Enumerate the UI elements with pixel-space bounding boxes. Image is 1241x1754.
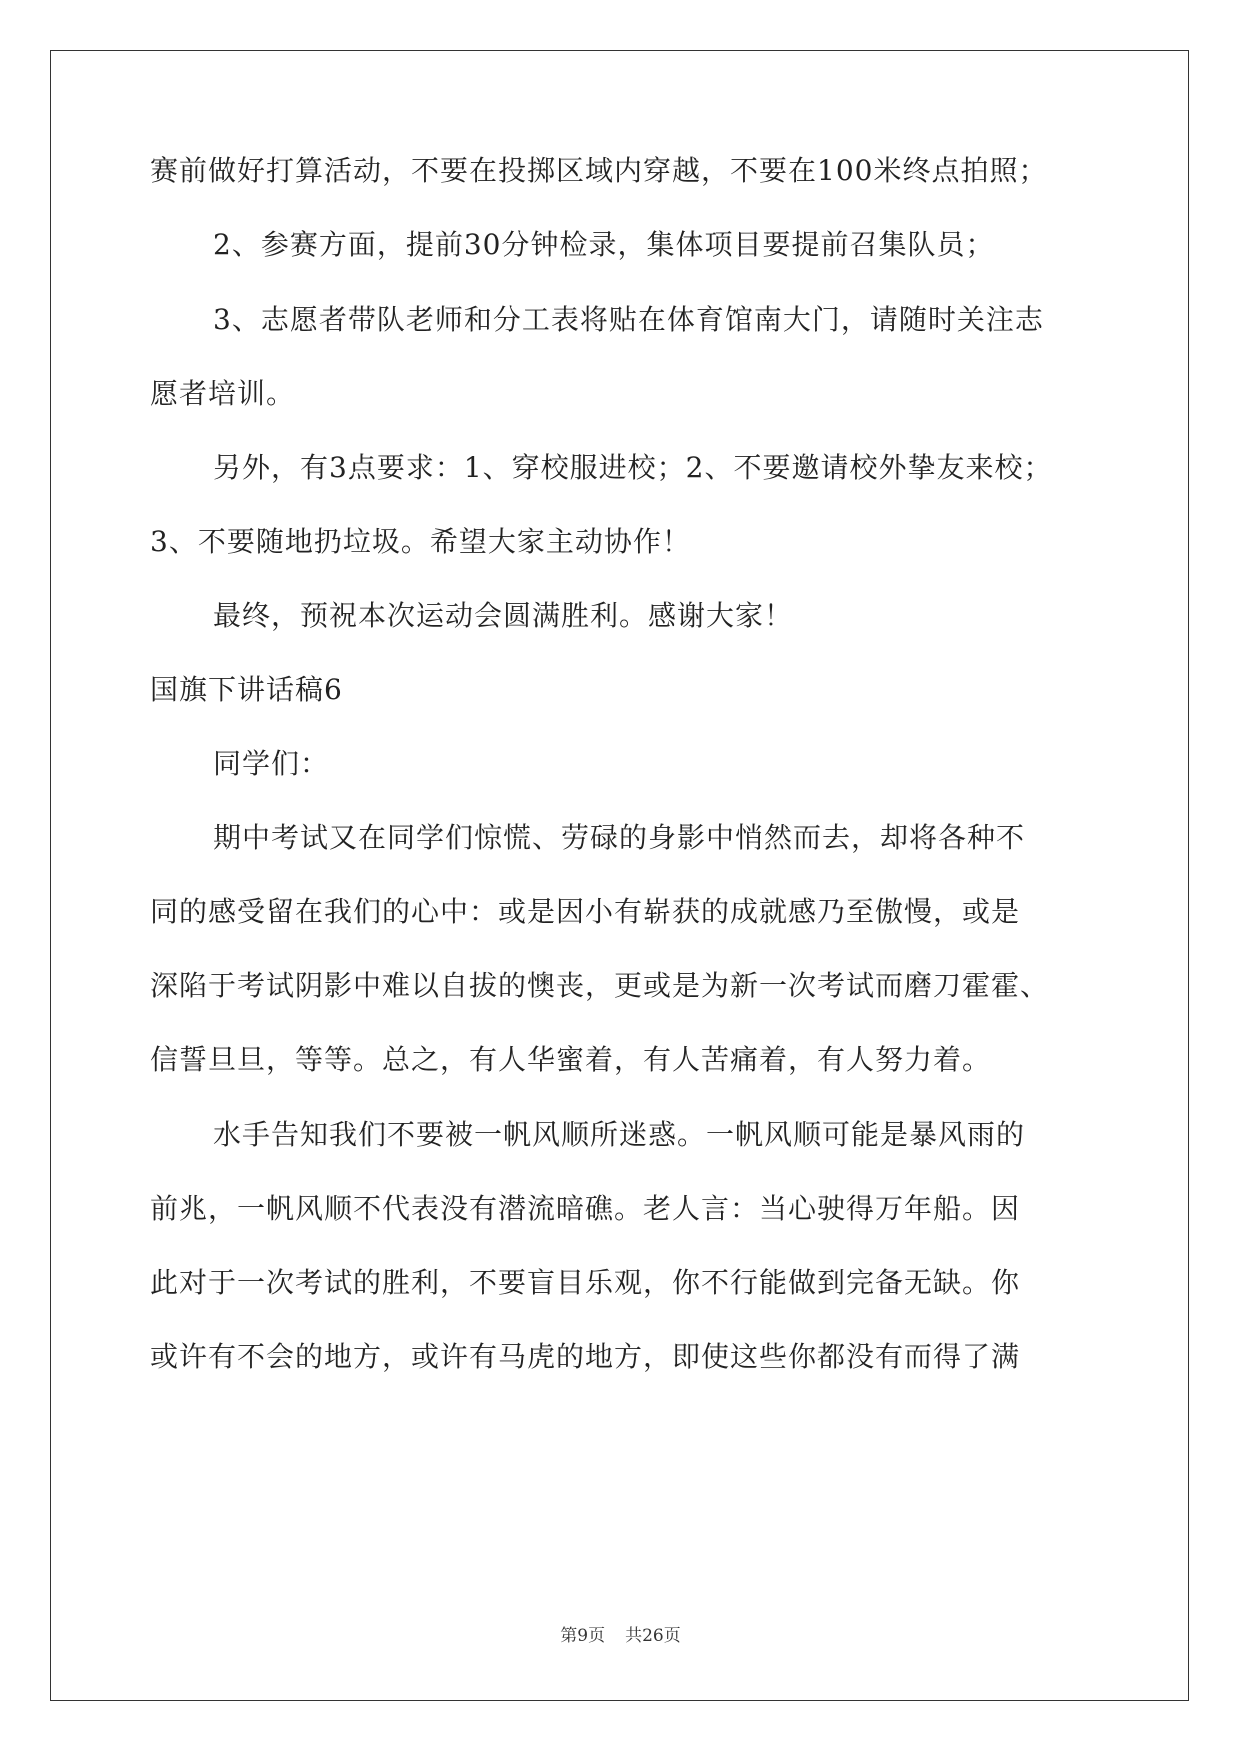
page-frame bbox=[50, 50, 1189, 1701]
body-line-1: 赛前做好打算活动，不要在投掷区域内穿越，不要在100米终点拍照； bbox=[150, 154, 1048, 187]
salutation: 同学们： bbox=[213, 747, 330, 780]
body-line-4: 愿者培训。 bbox=[150, 377, 296, 410]
body-line-14: 水手告知我们不要被一帆风顺所迷惑。一帆风顺可能是暴风雨的 bbox=[213, 1118, 1026, 1151]
body-line-5: 另外，有3点要求：1、穿校服进校；2、不要邀请校外挚友来校； bbox=[213, 451, 1053, 484]
body-line-16: 此对于一次考试的胜利，不要盲目乐观，你不行能做到完备无缺。你 bbox=[150, 1266, 1021, 1299]
body-line-10: 期中考试又在同学们惊慌、劳碌的身影中悄然而去，却将各种不 bbox=[213, 821, 1026, 854]
page-footer bbox=[0, 1624, 1241, 1648]
body-line-6: 3、不要随地扔垃圾。希望大家主动协作！ bbox=[150, 525, 691, 558]
body-line-11: 同的感受留在我们的心中：或是因小有崭获的成就感乃至傲慢，或是 bbox=[150, 895, 1021, 928]
body-line-7: 最终，预祝本次运动会圆满胜利。感谢大家！ bbox=[213, 599, 794, 632]
section-heading: 国旗下讲话稿6 bbox=[150, 673, 343, 706]
body-line-2: 2、参赛方面，提前30分钟检录，集体项目要提前召集队员； bbox=[213, 228, 995, 261]
body-line-3: 3、志愿者带队老师和分工表将贴在体育馆南大门，请随时关注志 bbox=[213, 303, 1044, 336]
body-line-17: 或许有不会的地方，或许有马虎的地方，即使这些你都没有而得了满 bbox=[150, 1340, 1021, 1373]
page-number: 第9页 bbox=[560, 1626, 606, 1646]
body-line-15: 前兆，一帆风顺不代表没有潜流暗礁。老人言：当心驶得万年船。因 bbox=[150, 1192, 1021, 1225]
body-line-13: 信誓旦旦，等等。总之，有人华蜜着，有人苦痛着，有人努力着。 bbox=[150, 1043, 992, 1076]
page-total: 共26页 bbox=[625, 1626, 681, 1646]
body-line-12: 深陷于考试阴影中难以自拔的懊丧，更或是为新一次考试而磨刀霍霍、 bbox=[150, 969, 1050, 1002]
